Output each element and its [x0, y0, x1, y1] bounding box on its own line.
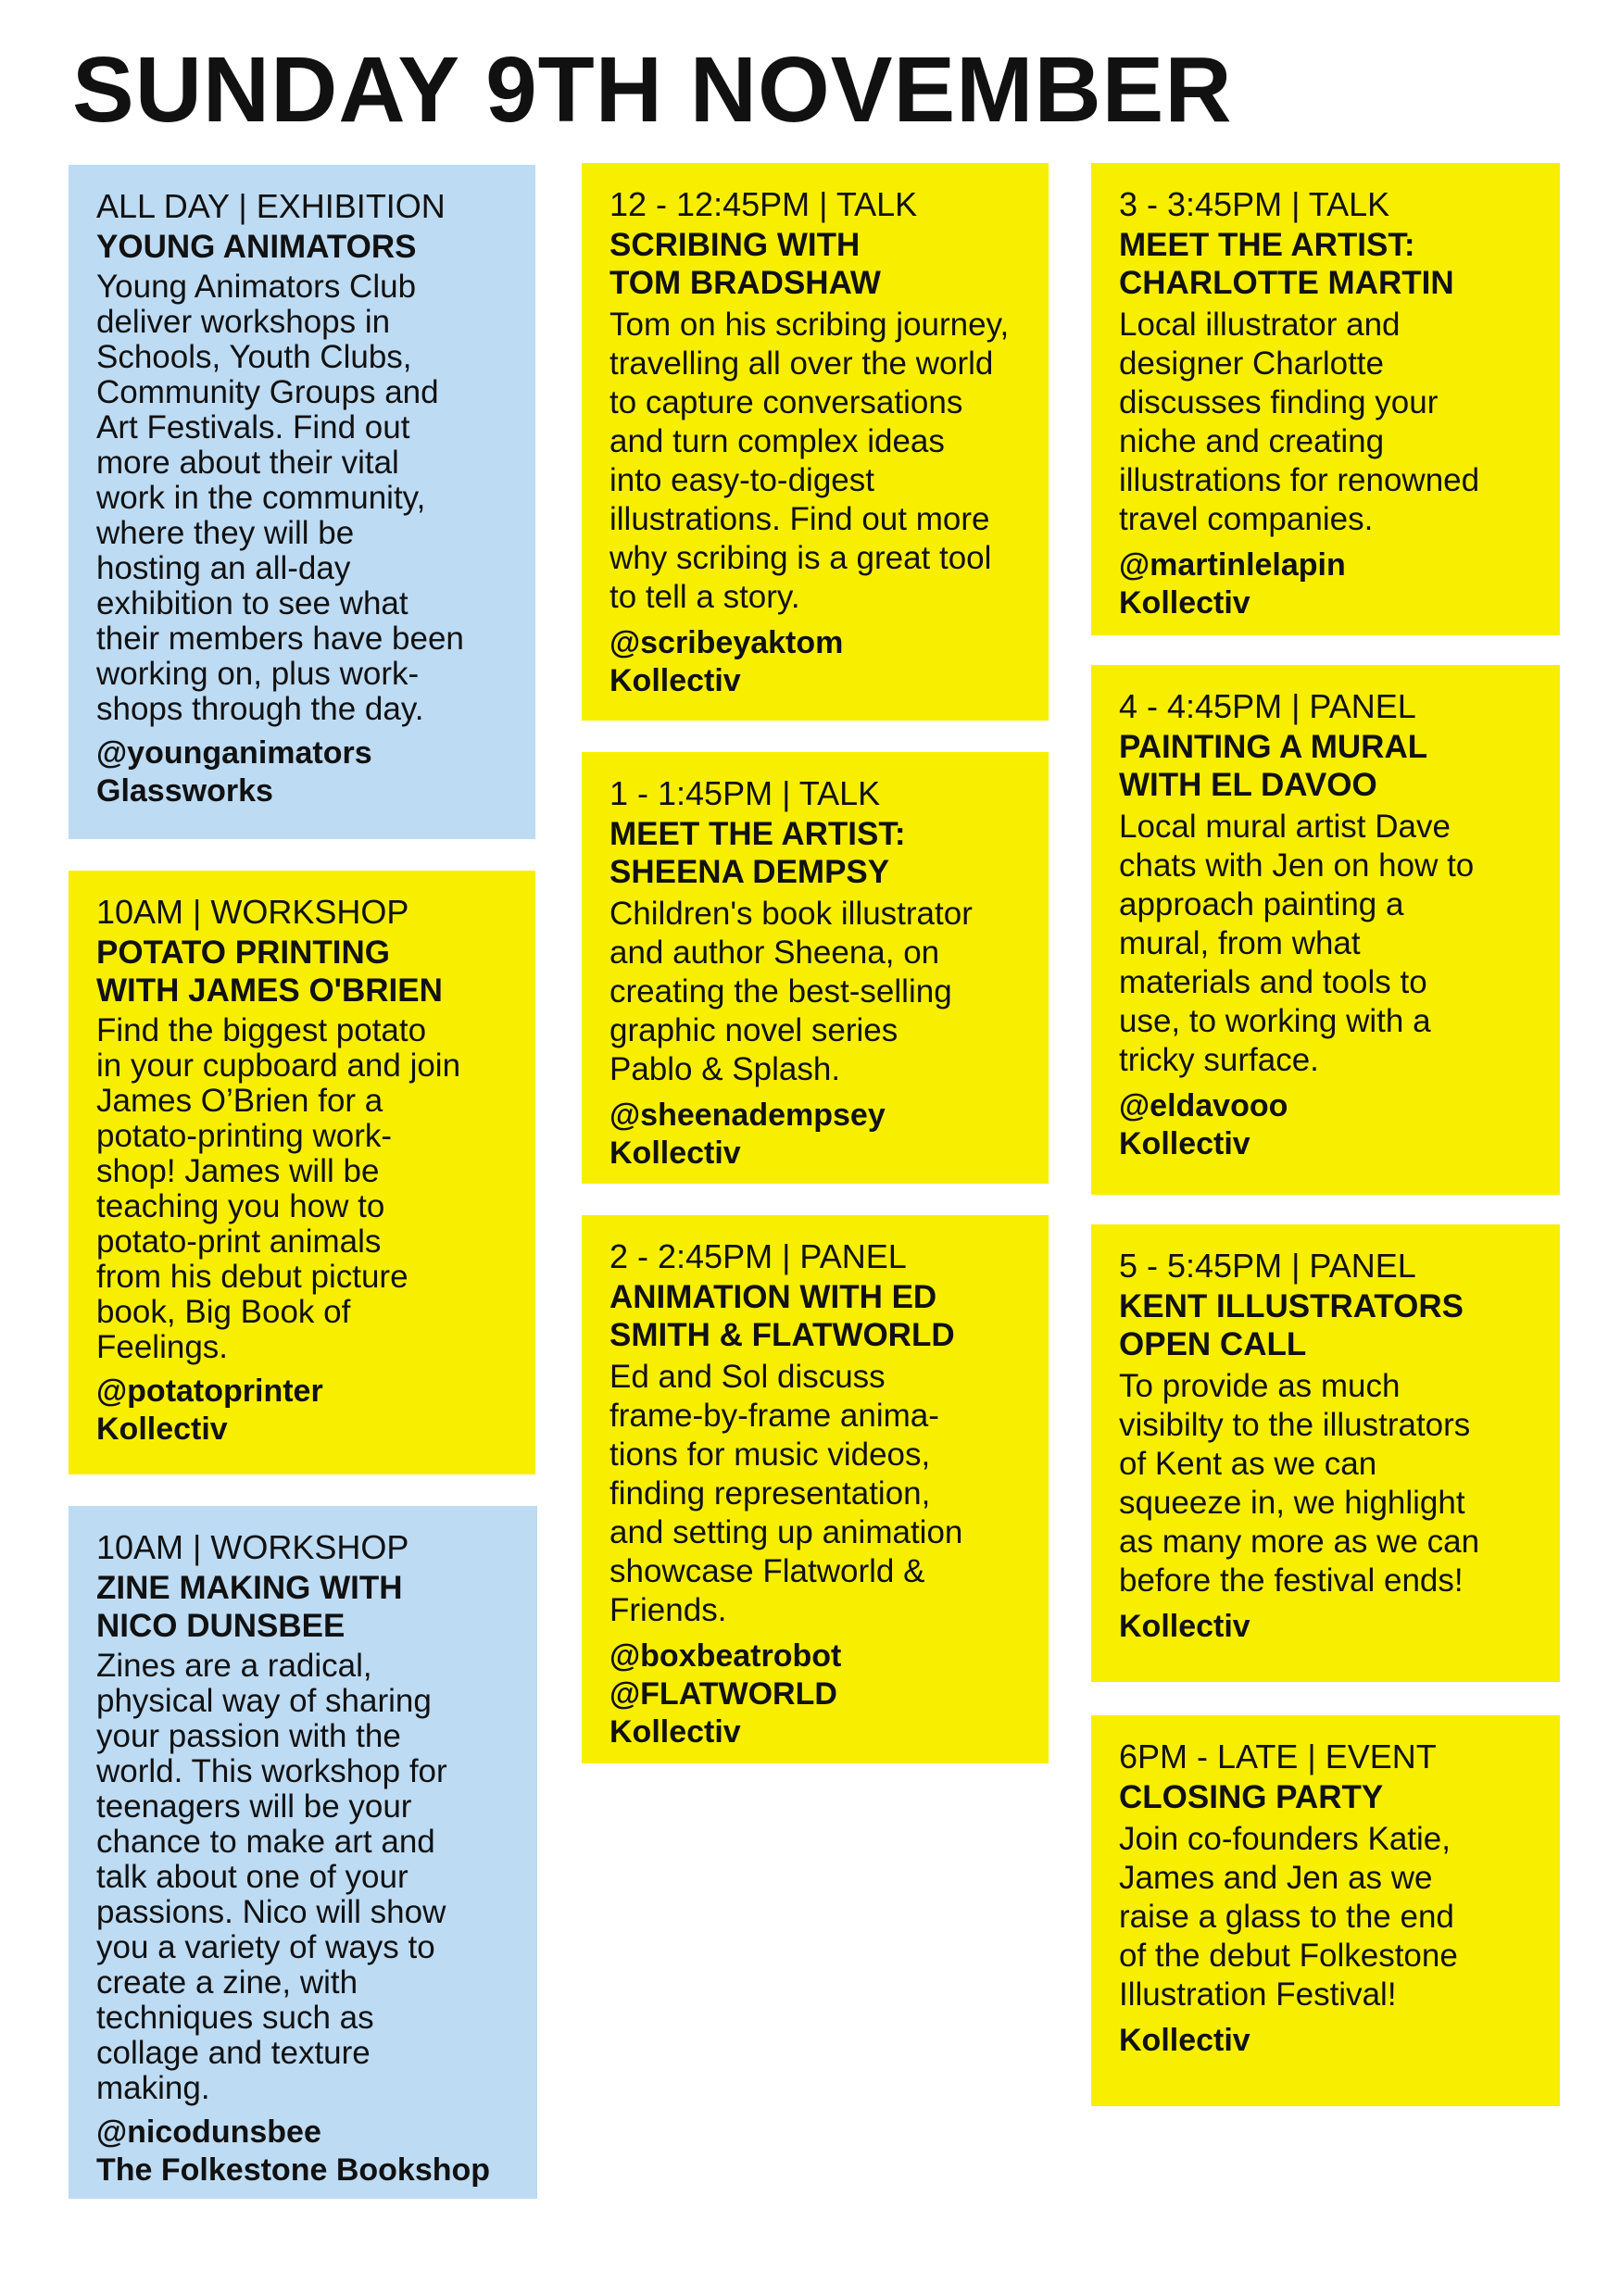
event-handles-venue: @eldavooo Kollectiv	[1119, 1088, 1288, 1161]
event-handles-venue: Kollectiv	[1119, 1609, 1250, 1644]
event-title: ZINE MAKING WITH NICO DUNSBEE	[96, 1570, 403, 1644]
event-card-potato-printing	[69, 871, 535, 1474]
event-time-type: 4 - 4:45PM | PANEL	[1119, 687, 1416, 725]
event-title: SCRIBING WITH TOM BRADSHAW	[609, 227, 881, 301]
event-description: Local mural artist Dave chats with Jen on how to approach painting a mural, from what materials and tools to use, to working with a tricky surface.	[1119, 809, 1475, 1078]
event-title: PAINTING A MURAL WITH EL DAVOO	[1119, 729, 1428, 803]
event-description: Tom on his scribing journey, travelling all over the world to capture conversations and turn complex ideas into easy-to-digest illustrations. Find out more why scribing is a great tool to tell a story.	[609, 307, 1010, 615]
event-title: ANIMATION WITH ED SMITH & FLATWORLD	[609, 1279, 955, 1353]
event-title: KENT ILLUSTRATORS OPEN CALL	[1119, 1288, 1464, 1362]
event-card-animation-flatworld	[582, 1215, 1049, 1763]
event-time-type: 5 - 5:45PM | PANEL	[1119, 1247, 1416, 1285]
event-description: Ed and Sol discuss frame-by-frame anima- tions for music videos, finding representation, and setting up animation showcase Flatworld & Friends.	[609, 1359, 963, 1628]
event-card-mural-el-davoo	[1091, 665, 1560, 1195]
event-title: MEET THE ARTIST: CHARLOTTE MARTIN	[1119, 227, 1454, 301]
event-title: CLOSING PARTY	[1119, 1779, 1384, 1815]
event-title: MEET THE ARTIST: SHEENA DEMPSY	[609, 816, 906, 890]
event-time-type: ALL DAY | EXHIBITION	[96, 187, 446, 225]
event-description: Local illustrator and designer Charlotte discusses finding your niche and creating illustrations for renowned travel companies.	[1119, 307, 1480, 537]
page-title: SUNDAY 9TH NOVEMBER	[72, 38, 1233, 142]
event-card-sheena-dempsy	[582, 752, 1049, 1184]
event-handles-venue: @younganimators Glassworks	[96, 735, 372, 809]
event-card-kent-illustrators	[1091, 1224, 1560, 1682]
event-title: POTATO PRINTING WITH JAMES O'BRIEN	[96, 935, 443, 1009]
event-handles-venue: @potatoprinter Kollectiv	[96, 1374, 323, 1447]
event-handles-venue: @scribeyaktom Kollectiv	[609, 625, 844, 698]
event-time-type: 1 - 1:45PM | TALK	[609, 774, 881, 812]
event-title: YOUNG ANIMATORS	[96, 229, 417, 265]
event-time-type: 10AM | WORKSHOP	[96, 1528, 409, 1566]
event-card-zine-making	[69, 1506, 537, 2199]
event-time-type: 12 - 12:45PM | TALK	[609, 185, 918, 223]
event-description: Zines are a radical, physical way of sharing your passion with the world. This workshop for teenagers will be your chance to make art and talk about one of your passions. Nico will show you a variety of ways to create a zine, with techniques such as collage and texture making.	[96, 1648, 447, 2106]
event-time-type: 2 - 2:45PM | PANEL	[609, 1237, 907, 1275]
event-card-closing-party	[1091, 1715, 1560, 2106]
event-description: Find the biggest potato in your cupboard and join James O’Brien for a potato-printing work- shop! James will be teaching you how to potato-print animals from his debut picture book, Big Book of Feelings.	[96, 1012, 461, 1365]
event-card-charlotte-martin	[1091, 163, 1560, 635]
event-handles-venue: @nicodunsbee The Folkestone Bookshop	[96, 2114, 491, 2188]
event-description: Children's book illustrator and author Sheena, on creating the best-selling graphic novel series Pablo & Splash.	[609, 896, 973, 1087]
event-handles-venue: @boxbeatrobot @FLATWORLD Kollectiv	[609, 1638, 842, 1750]
event-description: To provide as much visibilty to the illustrators of Kent as we can squeeze in, we highlight as many more as we can before the festival ends!	[1119, 1368, 1480, 1599]
event-description: Join co-founders Katie, James and Jen as we raise a glass to the end of the debut Folkestone Illustration Festival!	[1119, 1821, 1458, 2013]
event-handles-venue: @sheenadempsey Kollectiv	[609, 1098, 886, 1171]
event-handles-venue: Kollectiv	[1119, 2023, 1250, 2058]
event-time-type: 6PM - LATE | EVENT	[1119, 1738, 1437, 1775]
event-time-type: 10AM | WORKSHOP	[96, 893, 409, 931]
event-card-scribing	[582, 163, 1049, 721]
event-handles-venue: @martinlelapin Kollectiv	[1119, 547, 1346, 621]
event-card-young-animators	[69, 165, 535, 839]
event-time-type: 3 - 3:45PM | TALK	[1119, 185, 1390, 223]
event-description: Young Animators Club deliver workshops in Schools, Youth Clubs, Community Groups and Art Festivals. Find out more about their vital work in the community, where they will be hosting an all-day exhibition to see what their members have been working on, plus work- shops through the day.	[96, 269, 464, 727]
